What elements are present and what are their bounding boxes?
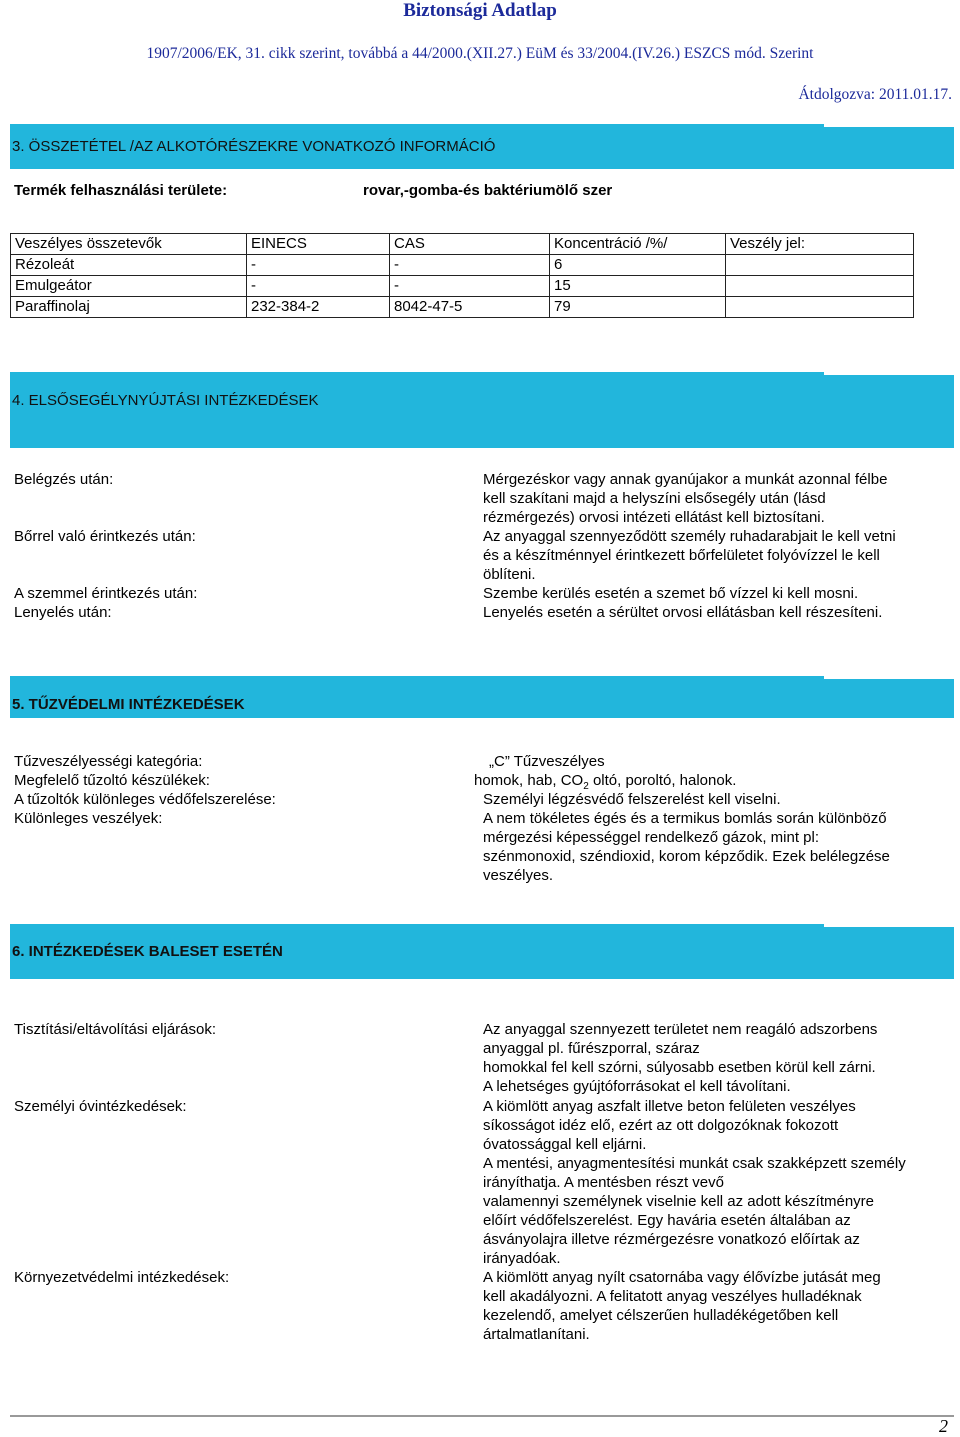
document-title: Biztonsági Adatlap (403, 0, 557, 21)
table-cell: 6 (550, 255, 726, 276)
text-line: homokkal fel kell szórni, súlyosabb esetben körül kell zárni. (483, 1059, 876, 1076)
text-line: síkosságot idéz elő, ezért az ott dolgozóknak fokozott (483, 1117, 839, 1134)
table-header: Veszélyes összetevők (11, 234, 247, 255)
table-cell: - (390, 276, 550, 297)
text-line: ártalmatlanítani. (483, 1326, 590, 1343)
table-cell: 8042-47-5 (390, 297, 550, 318)
personal-text (483, 1097, 951, 1268)
footer-rule (10, 1415, 954, 1417)
text-line: valamennyi személynek viselnie kell az adott készítményre (483, 1193, 875, 1210)
environmental-text (483, 1268, 951, 1344)
fire-label: Megfelelő tűzoltó készülékek: (14, 772, 210, 789)
text-line: szénmonoxid, széndioxid, korom képződik. Ezek belélegzése (483, 848, 890, 865)
text-line: kell akadályozni. A felitatott anyag veszélyes hulladéknak (483, 1288, 862, 1305)
table-cell (726, 255, 914, 276)
table-header: EINECS (247, 234, 390, 255)
table-header-row (11, 234, 914, 255)
text-line: irányadóak. (483, 1250, 561, 1267)
table-cell: - (390, 255, 550, 276)
text-line: anyaggal pl. fűrészporral, száraz (483, 1040, 700, 1057)
section4-band (10, 372, 954, 448)
section4-heading: 4. ELSŐSEGÉLYNYÚJTÁSI INTÉZKEDÉSEK (12, 392, 319, 409)
table-cell (726, 276, 914, 297)
protective-equipment: Személyi légzésvédő felszerelést kell viselni. (483, 791, 781, 808)
table-cell: Emulgeátor (11, 276, 247, 297)
fire-label: Tűzveszélyességi kategória: (14, 753, 203, 770)
text-line: mérgezési képességgel rendelkező gázok, mint pl: (483, 829, 820, 846)
table-header: Koncentráció /%/ (550, 234, 726, 255)
table-cell: - (247, 276, 390, 297)
text-line: A lehetséges gyújtóforrásokat el kell távolítani. (483, 1078, 791, 1095)
section5-band (10, 676, 954, 718)
text-line: előírt védőfelszerelést. Egy havária esetén általában az (483, 1212, 851, 1229)
section3-heading: 3. ÖSSZETÉTEL /AZ ALKOTÓRÉSZEKRE VONATKOZÓ INFORMÁCIÓ (12, 138, 496, 155)
text-line: kezelendő, amelyet célszerűen hulladékégetőben kell (483, 1307, 839, 1324)
composition-table (10, 233, 914, 318)
cleaning-text (483, 1020, 951, 1096)
table-row (11, 276, 914, 297)
text-line: rézmérgezés) orvosi intézeti ellátást kell biztosítani. (483, 509, 825, 526)
text-line: Az anyaggal szennyezett területet nem reagáló adszorbens (483, 1021, 878, 1038)
fire-label: Különleges veszélyek: (14, 810, 163, 827)
fire-label: A tűzoltók különleges védőfelszerelése: (14, 791, 276, 808)
section3-band (10, 124, 954, 169)
text-line: A nem tökéletes égés és a termikus bomlás során különböző (483, 810, 887, 827)
first-aid-label: A szemmel érintkezés után: (14, 585, 198, 602)
first-aid-label: Bőrrel való érintkezés után: (14, 528, 196, 545)
table-header: CAS (390, 234, 550, 255)
text-line: veszélyes. (483, 867, 554, 884)
section6-heading: 6. INTÉZKEDÉSEK BALESET ESETÉN (12, 943, 283, 960)
text-line: Mérgezéskor vagy annak gyanújakor a munkát azonnal félbe (483, 471, 888, 488)
text-line: kell szakítani majd a helyszíni elsősegély után (lásd (483, 490, 826, 507)
special-hazards (483, 809, 943, 885)
revision-date: Átdolgozva: 2011.01.17. (798, 86, 952, 103)
table-cell: Rézoleát (11, 255, 247, 276)
table-cell: 79 (550, 297, 726, 318)
accident-label: Személyi óvintézkedések: (14, 1098, 187, 1115)
page-number: 2 (939, 1416, 948, 1436)
first-aid-text (483, 470, 923, 622)
use-label: Termék felhasználási területe: (14, 182, 228, 199)
text-line: irányíthatja. A mentésben részt vevő (483, 1174, 724, 1191)
accident-label: Tisztítási/eltávolítási eljárások: (14, 1021, 217, 1038)
text-line: Az anyaggal szennyeződött személy ruhadarabjait le kell vetni (483, 528, 896, 545)
text-line: óvatossággal kell eljárni. (483, 1136, 647, 1153)
text-line: Szembe kerülés esetén a szemet bő vízzel ki kell mosni. (483, 585, 859, 602)
text-line: és a készítménnyel érintkezett bőrfelületet folyóvízzel le kell (483, 547, 880, 564)
text-line: ásványolajra illetve rézmérgezésre vonatkozó előírtak az (483, 1231, 860, 1248)
use-value: rovar,-gomba-és baktériumölő szer (363, 182, 613, 199)
table-cell: Paraffinolaj (11, 297, 247, 318)
text-line: öblíteni. (483, 566, 536, 583)
first-aid-label: Lenyelés után: (14, 604, 112, 621)
regulation-line: 1907/2006/EK, 31. cikk szerint, továbbá a 44/2000.(XII.27.) EüM és 33/2004.(IV.26.) ESZCS mód. Szerint (146, 45, 814, 62)
fire-category: „C” Tűzveszélyes (489, 753, 605, 770)
table-row (11, 297, 914, 318)
text-line: A kiömlött anyag aszfalt illetve beton felületen veszélyes (483, 1098, 856, 1115)
section6-band (10, 924, 954, 979)
table-row (11, 255, 914, 276)
text-line: A mentési, anyagmentesítési munkát csak szakképzett személy (483, 1155, 906, 1172)
table-cell (726, 297, 914, 318)
table-header: Veszély jel: (726, 234, 914, 255)
text-line: Lenyelés esetén a sérültet orvosi ellátásban kell részesíteni. (483, 604, 883, 621)
table-cell: - (247, 255, 390, 276)
first-aid-label: Belégzés után: (14, 471, 114, 488)
table-cell: 232-384-2 (247, 297, 390, 318)
section5-heading: 5. TŰZVÉDELMI INTÉZKEDÉSEK (12, 696, 245, 713)
text-line: A kiömlött anyag nyílt csatornába vagy élővízbe jutását meg (483, 1269, 881, 1286)
table-cell: 15 (550, 276, 726, 297)
extinguishers: homok, hab, $CO_2$ oltó, poroltó, halonok. (474, 772, 737, 792)
accident-label: Környezetvédelmi intézkedések: (14, 1269, 230, 1286)
